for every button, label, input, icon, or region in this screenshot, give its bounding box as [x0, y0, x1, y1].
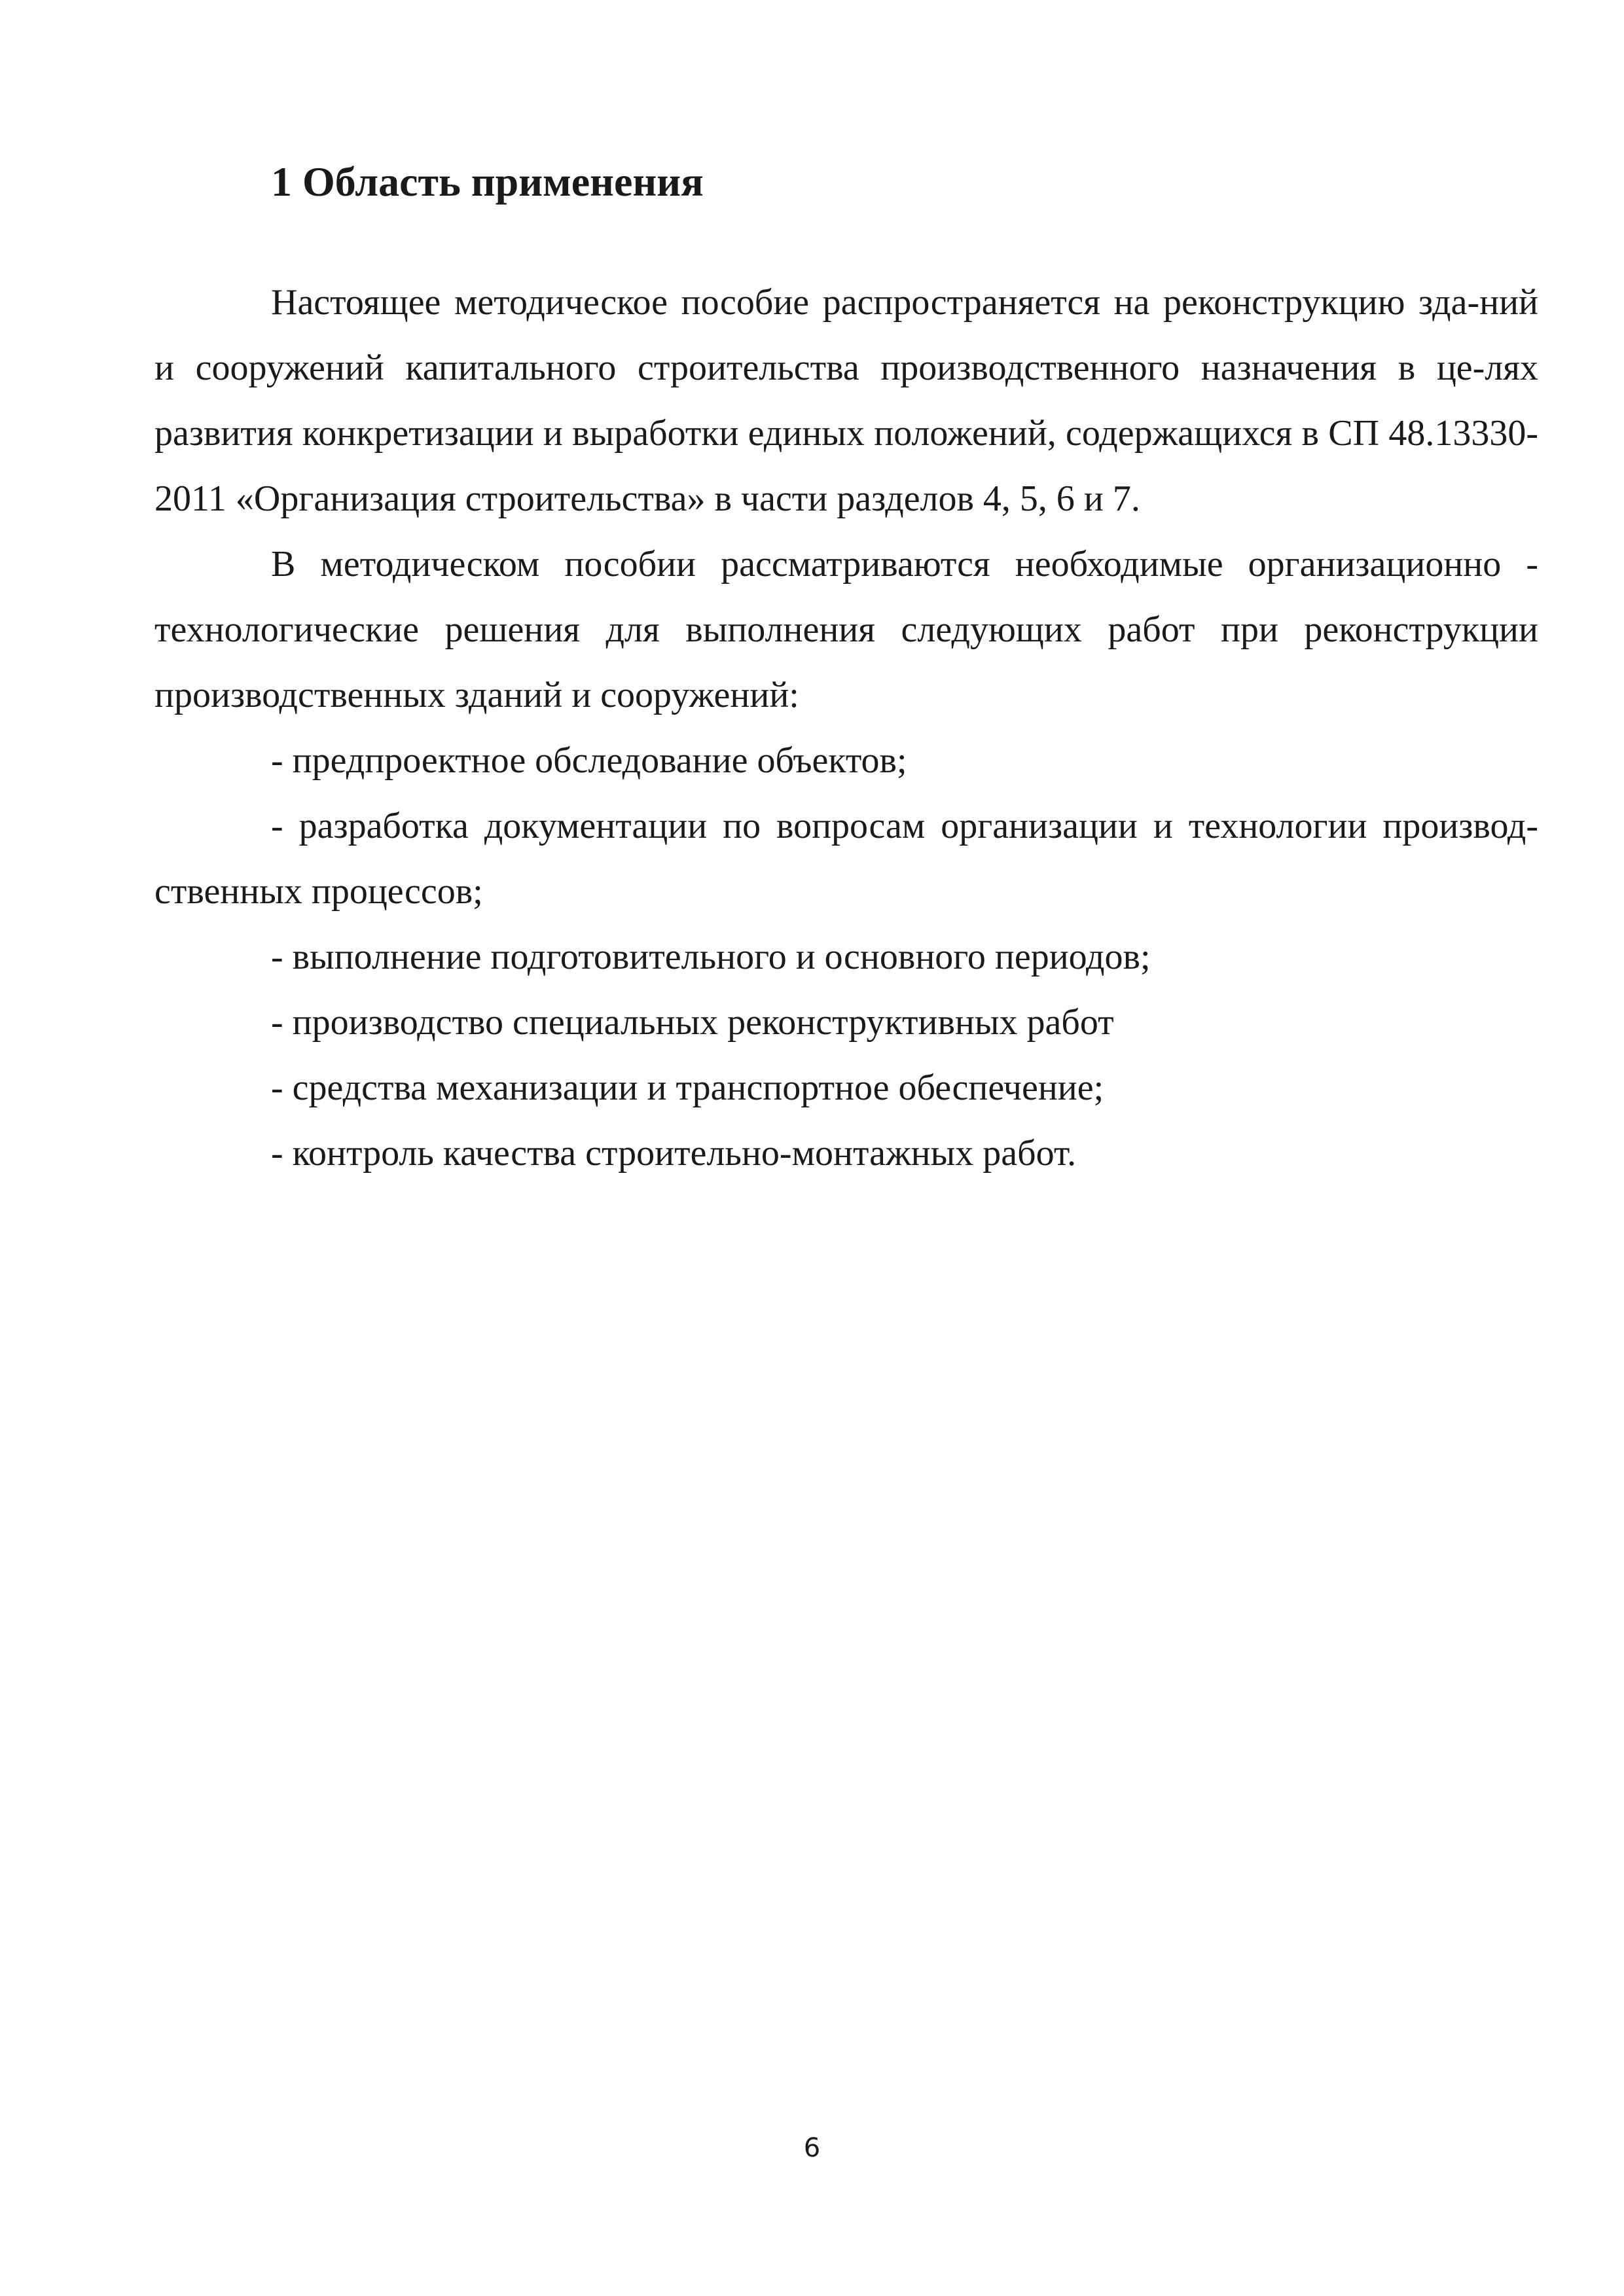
list-item-quality-control: - контроль качества строительно-монтажных работ.: [271, 1133, 1077, 1174]
section-heading: 1 Область применения: [271, 158, 704, 205]
list-item-documentation: - разработка документации по вопросам организации и технологии производ-ственных процессов;: [154, 806, 1538, 912]
list-item-mechanization: - средства механизации и транспортное обеспечение;: [271, 1067, 1104, 1108]
intro-paragraph: Настоящее методическое пособие распространяется на реконструкцию зда-ний и сооружений капитального строительства производственного назначения в це-лях развития конкретизации и выработки единых положений, содержащихся в СП 48.13330-2011 «Организация строительства» в части разделов 4, 5, 6 и 7.: [154, 282, 1538, 519]
scope-paragraph: В методическом пособии рассматриваются необходимые организационно - технологические решения для выполнения следующих работ при реконструкции производственных зданий и сооружений:: [154, 544, 1538, 715]
page-number: 6: [803, 2133, 821, 2163]
list-item-periods: - выполнение подготовительного и основного периодов;: [271, 937, 1151, 977]
list-item-special-works: - производство специальных реконструктивных работ: [271, 1002, 1114, 1043]
list-item-survey: - предпроектное обследование объектов;: [271, 740, 907, 781]
section-body: [154, 270, 1538, 1186]
